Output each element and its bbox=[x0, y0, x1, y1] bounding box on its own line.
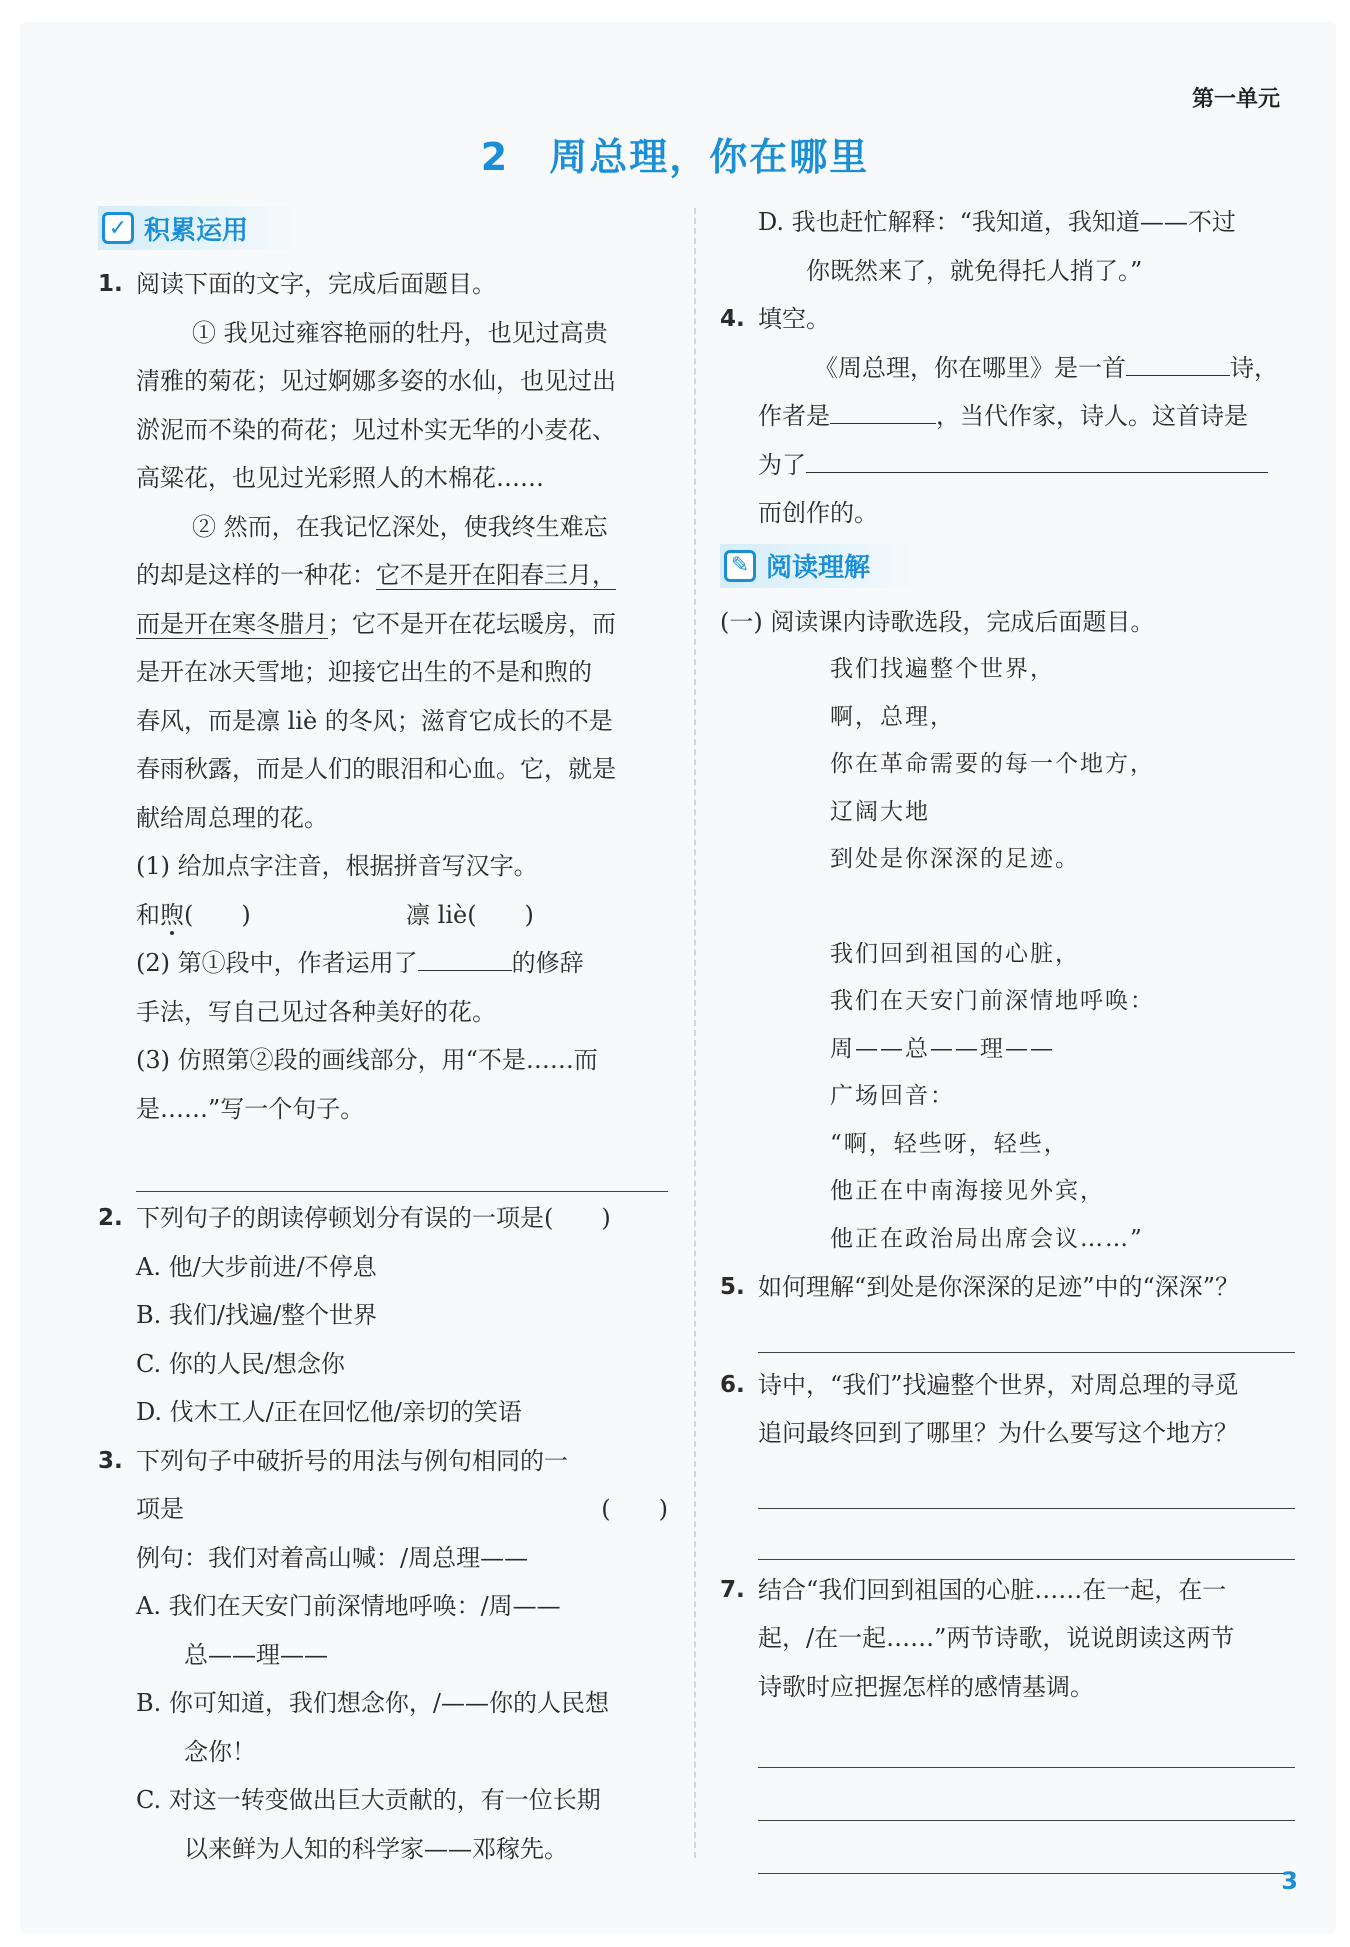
question-prompt: 结合“我们回到祖国的心脏……在一起，在一 bbox=[758, 1575, 1227, 1604]
reading-intro: (一) 阅读课内诗歌选段，完成后面题目。 bbox=[720, 607, 1155, 636]
fill-line: 作者是 ，当代作家，诗人。这首诗是 bbox=[758, 402, 1248, 430]
checkmark-icon: ✓ bbox=[102, 212, 134, 244]
question-prompt: 诗中，“我们”找遍整个世界，对周总理的寻觅 bbox=[758, 1370, 1239, 1399]
answer-line[interactable] bbox=[758, 1509, 1295, 1560]
fill-line: 为了 bbox=[720, 441, 1295, 490]
passage-line: 而是开在寒冬腊月；它不是开在花坛暖房，而 bbox=[136, 609, 616, 638]
fill-line: 而创作的。 bbox=[758, 499, 878, 527]
pencil-icon: ✎ bbox=[724, 550, 756, 582]
right-column bbox=[720, 200, 1295, 1874]
passage-line: 春雨秋露，而是人们的眼泪和心血。它，就是 bbox=[136, 755, 616, 783]
poem-line: 我们在天安门前深情地呼唤： bbox=[830, 988, 1155, 1014]
fill-blank[interactable] bbox=[830, 401, 936, 424]
question-1 bbox=[98, 260, 668, 309]
fill-blank[interactable] bbox=[1126, 353, 1230, 376]
question-number: 3. bbox=[98, 1447, 123, 1474]
fill-line: 《周总理，你在哪里》是一首 诗， bbox=[814, 353, 1278, 382]
question-7-cont: 诗歌时应把握怎样的感情基调。 bbox=[758, 1672, 1094, 1701]
section-header-reading bbox=[720, 544, 920, 588]
fill-blank[interactable] bbox=[418, 948, 512, 971]
question-2 bbox=[98, 1194, 668, 1243]
question-number: 1. bbox=[98, 271, 123, 297]
poem-line: 他正在中南海接见外宾， bbox=[830, 1178, 1105, 1204]
option-c-cont: 以来鲜为人知的科学家——邓稼先。 bbox=[184, 1834, 568, 1863]
question-3 bbox=[98, 1437, 668, 1486]
passage-line: 清雅的菊花；见过婀娜多姿的水仙，也见过出 bbox=[136, 367, 616, 395]
passage-line: 是开在冰天雪地；迎接它出生的不是和煦的 bbox=[136, 658, 592, 686]
option-a-cont: 总——理—— bbox=[184, 1640, 328, 1669]
option-d-cont: 你既然来了，就免得托人捎了。” bbox=[806, 256, 1143, 285]
question-6-cont: 追问最终回到了哪里？为什么要写这个地方？ bbox=[758, 1419, 1238, 1447]
option-b[interactable]: B. 我们/找遍/整个世界 bbox=[136, 1301, 378, 1329]
sub-question-2-cont: 手法，写自己见过各种美好的花。 bbox=[136, 997, 496, 1026]
question-3-cont: 项是 ( ) bbox=[98, 1485, 668, 1534]
section-header-practice bbox=[98, 206, 298, 250]
poem bbox=[720, 646, 1295, 1263]
question-5 bbox=[720, 1263, 1295, 1312]
poem-line: “啊，轻些呀，轻些， bbox=[830, 1130, 1069, 1157]
underlined-text: 它不是开在阳春三月， bbox=[376, 561, 616, 589]
fill-blank[interactable] bbox=[806, 450, 1268, 473]
poem-line: 你在革命需要的每一个地方， bbox=[830, 751, 1155, 777]
lesson-title-text: 周总理，你在哪里 bbox=[549, 135, 870, 179]
example-sentence: 例句：我们对着高山喊：/周总理—— bbox=[136, 1543, 529, 1572]
poem-line: 我们回到祖国的心脏， bbox=[830, 940, 1080, 967]
passage-line: 的却是这样的一种花：它不是开在阳春三月， bbox=[136, 561, 616, 589]
option-b[interactable]: B. 你可知道，我们想念你，/——你的人民想 bbox=[136, 1689, 609, 1717]
option-d[interactable]: D. 伐木工人/正在回忆他/亲切的笑语 bbox=[136, 1398, 522, 1426]
dotted-character: 煦 bbox=[160, 900, 184, 929]
question-prompt: 阅读下面的文字，完成后面题目。 bbox=[136, 270, 496, 298]
option-c[interactable]: C. 你的人民/想念你 bbox=[136, 1349, 345, 1378]
passage-line: 春风，而是凛 liè 的冬风；滋育它成长的不是 bbox=[136, 706, 613, 735]
poem-line: 我们找遍整个世界， bbox=[830, 656, 1055, 682]
sub-question-2: (2) 第①段中，作者运用了 的修辞 bbox=[136, 949, 584, 977]
question-7-cont: 起，/在一起……”两节诗歌，说说朗读这两节 bbox=[758, 1624, 1235, 1652]
question-7 bbox=[720, 1566, 1295, 1615]
unit-label: 第一单元 bbox=[1191, 87, 1280, 112]
lesson-title bbox=[0, 126, 1350, 181]
passage-line: ② 然而，在我记忆深处，使我终生难忘 bbox=[192, 512, 608, 541]
underlined-text: 而是开在寒冬腊月 bbox=[136, 609, 328, 638]
option-d[interactable]: D. 我也赶忙解释：“我知道，我知道——不过 bbox=[758, 208, 1236, 236]
column-divider bbox=[694, 208, 696, 1858]
passage-line: 高粱花，也见过光彩照人的木棉花…… bbox=[136, 464, 544, 492]
left-column bbox=[98, 200, 668, 1873]
answer-paren[interactable]: 凛 liè( ) bbox=[406, 900, 534, 929]
passage-line: ① 我见过雍容艳丽的牡丹，也见过高贵 bbox=[192, 318, 608, 347]
question-4 bbox=[720, 295, 1295, 344]
sub-question-3: (3) 仿照第②段的画线部分，用“不是……而 bbox=[136, 1046, 598, 1074]
option-a[interactable]: A. 我们在天安门前深情地呼唤：/周—— bbox=[136, 1592, 561, 1620]
question-prompt: 下列句子的朗读停顿划分有误的一项是( ) bbox=[136, 1204, 611, 1232]
question-number: 4. bbox=[720, 306, 745, 332]
pinyin-answer-row: 和煦( ) 凛 liè( ) bbox=[136, 900, 534, 929]
question-prompt: 下列句子中破折号的用法与例句相同的一 bbox=[136, 1446, 568, 1475]
question-number: 2. bbox=[98, 1205, 123, 1231]
poem-line: 啊，总理， bbox=[830, 703, 955, 730]
page-number: 3 bbox=[1281, 1867, 1298, 1895]
poem-line: 他正在政治局出席会议……” bbox=[830, 1225, 1144, 1252]
poem-line: 广场回音： bbox=[830, 1083, 955, 1109]
section-title: 阅读理解 bbox=[766, 553, 871, 583]
question-number: 7. bbox=[720, 1576, 745, 1603]
poem-line: 周——总——理—— bbox=[830, 1035, 1055, 1062]
answer-paren[interactable]: ( ) bbox=[184, 900, 251, 929]
question-6 bbox=[720, 1361, 1295, 1410]
question-number: 6. bbox=[720, 1371, 745, 1398]
poem-line: 到处是你深深的足迹。 bbox=[830, 846, 1080, 872]
option-c[interactable]: C. 对这一转变做出巨大贡献的，有一位长期 bbox=[136, 1786, 601, 1814]
answer-line[interactable] bbox=[758, 1312, 1295, 1353]
answer-line[interactable] bbox=[758, 1821, 1295, 1874]
option-b-cont: 念你！ bbox=[184, 1737, 256, 1766]
poem-line: 辽阔大地 bbox=[830, 798, 930, 825]
answer-paren[interactable]: ( ) bbox=[601, 1495, 668, 1523]
question-prompt: 如何理解“到处是你深深的足迹”中的“深深”？ bbox=[758, 1273, 1240, 1301]
answer-line[interactable] bbox=[758, 1458, 1295, 1509]
passage-line: 淤泥而不染的荷花；见过朴实无华的小麦花、 bbox=[136, 415, 616, 444]
section-title: 积累运用 bbox=[144, 215, 249, 246]
question-prompt: 填空。 bbox=[758, 305, 830, 333]
option-a[interactable]: A. 他/大步前进/不停息 bbox=[136, 1252, 377, 1281]
answer-line[interactable] bbox=[758, 1768, 1295, 1821]
passage-line: 献给周总理的花。 bbox=[136, 803, 328, 832]
answer-line[interactable] bbox=[758, 1711, 1295, 1768]
sub-question-1: (1) 给加点字注音，根据拼音写汉字。 bbox=[136, 852, 538, 880]
answer-line[interactable] bbox=[136, 1133, 668, 1192]
lesson-number: 2 bbox=[480, 135, 510, 179]
sub-question-3-cont: 是……”写一个句子。 bbox=[136, 1094, 365, 1123]
question-number: 5. bbox=[720, 1274, 745, 1300]
